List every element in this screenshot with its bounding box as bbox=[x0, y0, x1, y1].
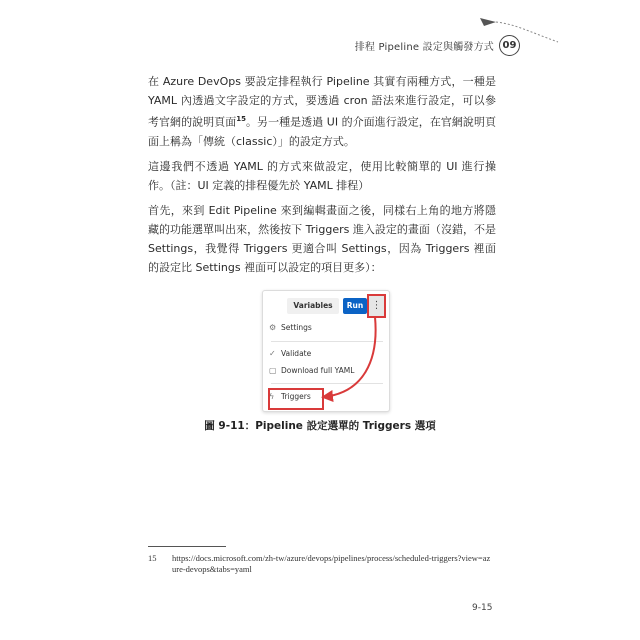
pipeline-menu-screenshot bbox=[262, 290, 390, 412]
body-text bbox=[148, 72, 496, 283]
paragraph-1 bbox=[148, 72, 496, 151]
menu-item-label: Validate bbox=[281, 349, 312, 358]
lightning-icon: ϟ bbox=[269, 392, 275, 401]
check-icon: ✓ bbox=[269, 349, 276, 358]
document-icon: ▢ bbox=[269, 366, 277, 375]
menu-item-label: Settings bbox=[281, 323, 312, 332]
more-options-button[interactable]: ⋮ bbox=[367, 294, 386, 318]
footnote-link[interactable]: https://docs.microsoft.com/zh-tw/azure/devops/pipelines/process/scheduled-triggers?view=azure-devops&tabs=yaml bbox=[172, 553, 491, 574]
header-title: 排程 Pipeline 設定與觸發方式 bbox=[354, 42, 494, 53]
caption-text: Pipeline 設定選單的 Triggers 選項 bbox=[255, 420, 436, 432]
running-header bbox=[354, 36, 538, 56]
footnote bbox=[148, 553, 496, 575]
paragraph-2: 這邊我們不透過 YAML 的方式來做設定，使用比較簡單的 UI 進行操作。（註：UI 定義的排程優先於 YAML 排程） bbox=[148, 159, 496, 192]
paragraph-1-text-b: 。另一種是透過 UI 的介面進行設定，在官網說明頁面上稱為「傳統（classic）」的設定方式。 bbox=[148, 115, 496, 148]
caption-prefix: 圖 9-11： bbox=[204, 420, 256, 432]
footnote-number: 15 bbox=[148, 553, 157, 563]
menu-item-label: Download full YAML bbox=[281, 366, 355, 375]
gear-icon: ⚙ bbox=[269, 323, 277, 332]
variables-button[interactable]: Variables bbox=[287, 298, 339, 314]
page-number: 9-15 bbox=[472, 603, 493, 613]
chapter-badge: 09 bbox=[499, 35, 520, 56]
footnote-ref[interactable]: 15 bbox=[236, 115, 246, 123]
footnote-divider bbox=[148, 546, 226, 547]
run-button[interactable]: Run bbox=[343, 298, 367, 314]
paragraph-1-text-a: 在 Azure DevOps 要設定排程執行 Pipeline 其實有兩種方式，一種是 YAML 內透過文字設定的方式，要透過 cron 語法來進行設定，可以參考官網的說明頁面 bbox=[148, 75, 496, 129]
figure-caption bbox=[0, 418, 640, 433]
menu-item-label: Triggers bbox=[281, 392, 311, 401]
paragraph-3: 首先，來到 Edit Pipeline 來到編輯畫面之後，同樣右上角的地方將隱藏的功能選單叫出來，然後按下 Triggers 進入設定的畫面（沒錯，不是 Settings，我覺得 Triggers 更適合叫 Settings，因為 Triggers 裡面的設定比 Settings 裡面可以設定的項目更多）： bbox=[148, 203, 496, 274]
arrow-icon bbox=[263, 291, 389, 411]
